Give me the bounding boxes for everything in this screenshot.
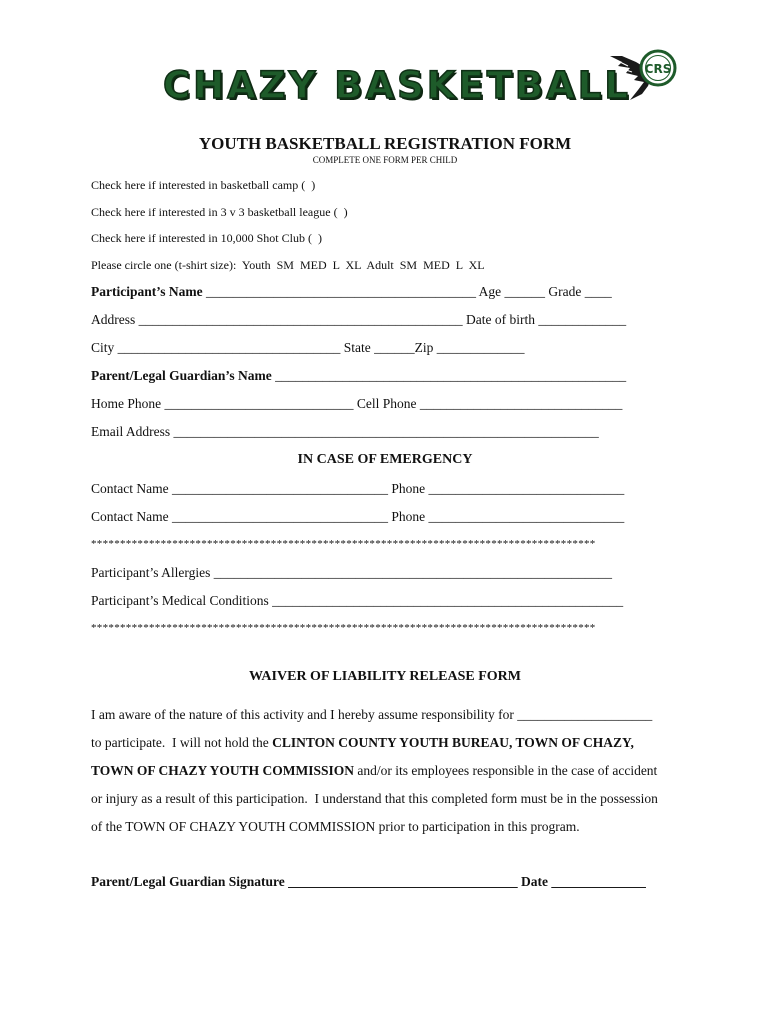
- waiver-line-2-text: to participate. I will not hold the: [91, 735, 273, 750]
- check-camp[interactable]: Check here if interested in basketball camp ( ): [91, 178, 316, 192]
- form-title: YOUTH BASKETBALL REGISTRATION FORM: [198, 134, 572, 153]
- check-shot-club[interactable]: Check here if interested in 10,000 Shot Club ( ): [91, 231, 322, 245]
- participant-name-field[interactable]: [91, 284, 612, 300]
- signature-field[interactable]: Parent/Legal Guardian Signature __________________________________ Date ______________: [91, 874, 646, 889]
- check-league[interactable]: Check here if interested in 3 v 3 basketball league ( ): [91, 205, 348, 219]
- guardian-name-field[interactable]: [91, 368, 626, 384]
- logo-emblem: CRS: [644, 62, 672, 76]
- medical-conditions-field[interactable]: Participant’s Medical Conditions ____________________________________________________: [91, 593, 624, 608]
- eagle-icon: [608, 46, 678, 102]
- emergency-contact-1[interactable]: Contact Name ________________________________ Phone _____________________________: [91, 481, 625, 496]
- emergency-contact-2[interactable]: Contact Name ________________________________ Phone _____________________________: [91, 509, 625, 524]
- waiver-line-2: [91, 735, 634, 751]
- waiver-line-3: [91, 763, 657, 779]
- tshirt-size-options[interactable]: Please circle one (t-shirt size): Youth SM MED L XL Adult SM MED L XL: [91, 258, 485, 272]
- divider-stars-2: ***************************************************************************************: [91, 622, 596, 634]
- phone-fields[interactable]: Home Phone ____________________________ Cell Phone ______________________________: [91, 396, 623, 411]
- emergency-heading: IN CASE OF EMERGENCY: [297, 452, 473, 467]
- waiver-line-3-bold: TOWN OF CHAZY YOUTH COMMISSION: [91, 763, 355, 778]
- form-subtitle: COMPLETE ONE FORM PER CHILD: [312, 155, 458, 165]
- waiver-line-4: or injury as a result of this participation. I understand that this completed form must be in the possession: [91, 791, 658, 806]
- waiver-line-5: of the TOWN OF CHAZY YOUTH COMMISSION prior to participation in this program.: [91, 819, 580, 834]
- participant-name-blanks: ________________________________________ Age ______ Grade ____: [202, 284, 612, 299]
- guardian-name-blanks: ____________________________________________________: [271, 368, 627, 383]
- participant-name-label: Participant’s Name: [91, 284, 203, 299]
- guardian-name-label: Parent/Legal Guardian’s Name: [91, 368, 272, 383]
- logo-title: CHAZY BASKETBALL: [163, 64, 631, 107]
- city-field[interactable]: City _________________________________ State ______Zip _____________: [91, 340, 525, 355]
- divider-stars-1: ***************************************************************************************: [91, 538, 596, 550]
- address-field[interactable]: Address ________________________________________________ Date of birth _____________: [91, 312, 627, 327]
- waiver-line-2-bold: CLINTON COUNTY YOUTH BUREAU, TOWN OF CHAZY,: [272, 735, 634, 750]
- waiver-line-3-text: and/or its employees responsible in the case of accident: [354, 763, 658, 778]
- allergies-field[interactable]: Participant’s Allergies ___________________________________________________________: [91, 565, 612, 580]
- email-field[interactable]: Email Address _______________________________________________________________: [91, 424, 599, 439]
- waiver-heading: WAIVER OF LIABILITY RELEASE FORM: [248, 669, 521, 684]
- waiver-line-1: I am aware of the nature of this activity and I hereby assume responsibility for ____________________: [91, 707, 653, 722]
